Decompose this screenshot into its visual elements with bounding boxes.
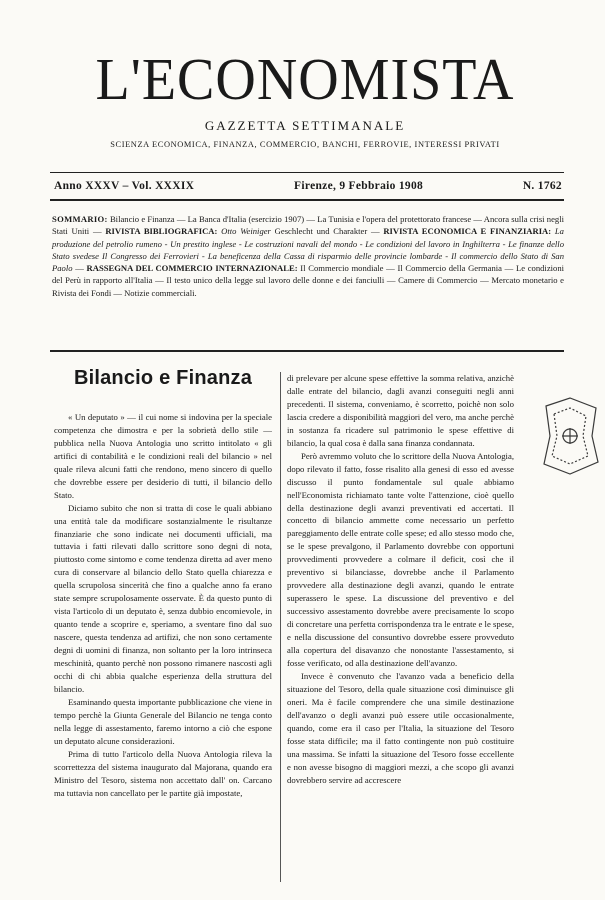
newspaper-subtitle: GAZZETTA SETTIMANALE	[204, 118, 406, 133]
summary-text: La produzione del petrolio rumeno - Un prestito inglese - Le costruzioni navali del mondo - Le condizioni del lavoro in Inghilterra - Le finanze dello Stato svedese Il Congresso dei Ferrovieri - La beneficenza della Cassa di risparmio delle provincie lombarde - Il commercio dello Stato di San Paolo	[52, 226, 564, 274]
library-stamp-icon	[540, 396, 602, 478]
article-paragraph: Esaminando questa importante pubblicazione che viene in tempo perchè la Giunta Generale del Bilancio ne tenga conto nella legge di assestamento, faremo intorno a ciò che espone un deputato alcune considerazioni.	[54, 696, 272, 746]
issue-volume: Anno XXXV – Vol. XXXIX	[54, 180, 195, 192]
divider-rule	[50, 172, 564, 173]
issue-date: Firenze, 9 Febbraio 1908	[294, 180, 424, 192]
issue-number: N. 1762	[522, 180, 562, 192]
issue-line	[54, 180, 562, 192]
article-paragraph: Invece è convenuto che l'avanzo vada a beneficio della situazione del Tesoro, della quale situazione così diminuisce gli oneri. Ma è facile comprendere che una simile destinazione dell'avanzo o degli avanzi può essere utile occasionalmente, quando, come era il caso per l'Italia, la situazione del Tesoro fosse stata difficile; ma il fatto contingente non può costituire una massima. Se infatti la situazione del Tesoro fosse eccellente e non avesse bisogno di maggiori mezzi, a che scopo gli avanzi dovrebbero servire ad accrescere	[287, 670, 514, 785]
summary-section: RASSEGNA DEL COMMERCIO INTERNAZIONALE:	[86, 263, 298, 274]
summary-text: Otto Weiniger	[217, 226, 271, 237]
article-column-left	[54, 367, 272, 800]
summary-section: RIVISTA ECONOMICA E FINANZIARIA:	[383, 226, 552, 237]
summary-section: RIVISTA BIBLIOGRAFICA:	[105, 226, 218, 237]
summary-label: SOMMARIO:	[52, 214, 108, 224]
divider-rule	[50, 199, 564, 201]
newspaper-tagline: SCIENZA ECONOMICA, FINANZA, COMMERCIO, BANCHI, FERROVIE, INTERESSI PRIVATI	[110, 140, 500, 149]
article-paragraph: « Un deputato » — il cui nome si indovina per la speciale competenza che dimostra e per la sobrietà dello stile — pubblica nella Nuova Antologia uno scritto intitolato « gli artifici di contabilità e le condizioni reali del bilancio » nel quale rileva alcuni fatti che rendono, meno sincero di quello che dovrebbe essere per desiderio di tutti, il bilancio dello Stato.	[54, 411, 272, 500]
table-of-contents	[52, 213, 564, 299]
masthead	[50, 47, 560, 149]
summary-text: Bilancio e Finanza — La Banca d'Italia (esercizio 1907) — La Tunisia e l'opera del protettorato francese — Ancora sulla crisi negli Stati Uniti —	[52, 214, 564, 237]
article-title: Bilancio e Finanza	[73, 367, 253, 389]
summary-text: Il Commercio mondiale — Il Commercio della Germania — Le condizioni del Perù in rapporto all'Italia — Il testo unico della legge sul lavoro delle donne e dei fanciulli — Camere di Commercio — Mercato monetario e Rivista dei Fondi — Notizie commerciali.	[52, 263, 565, 298]
article-paragraph: Prima di tutto l'articolo della Nuova Antologia rileva la scorrettezza del sistema inaugurato dal Majorana, quando era Ministro del Tesoro, sistema non accettato dall' on. Carcano ma tuttavia non cancellato per le partite già impostate,	[54, 748, 272, 798]
article-paragraph: di prelevare per alcune spese effettive la somma relativa, anzichè dalle entrate del bilancio, dagli avanzi conseguiti negli anni precedenti. Il sistema, conveniamo, è scorretto, poichè non solo lascia credere a disponibilità maggiori del vero, ma anche perchè in sostanza fa ricadere sul patrimonio le spese effettive di bilancio, la qual cosa è dalla sana finanza condannata.	[287, 373, 514, 448]
article-column-right	[287, 372, 514, 787]
article-paragraph: Diciamo subito che non si tratta di cose le quali abbiano una entità tale da modificare sostanzialmente le risultanze finanziarie che sono indicate nei documenti ufficiali, ma tuttavia i fatti rilevati dallo scrittore sono degni di nota, piuttosto come sintomo e come tendenza diretta ad aver meno cura di conservare al bilancio dello Stato quella chiarezza e quella scrupolosa sincerità che fino a qualche anno fa erano state sempre scrupolosamente osservate. È da questo punto di vista l'articolo di un deputato è, senza dubbio encomievole, in quanto tende a scoprire e, speriamo, a sventare fino dal suo nascere, questa tendenza ad artifizi, che non sono certamente degni di uomini di finanza, non soltanto per la loro intrinseca meschinità, quanto perchè non possono rimanere nascosti agli occhi di chi abbia qualche esperienza della struttura del bilancio.	[54, 502, 272, 694]
newspaper-title: L'ECONOMISTA	[95, 47, 515, 113]
summary-text: —	[72, 263, 87, 274]
divider-rule	[50, 350, 564, 352]
column-divider	[280, 372, 281, 882]
summary-text: Geschlecht und Charakter —	[270, 226, 384, 237]
article-paragraph: Però avremmo voluto che lo scrittore della Nuova Antologia, dopo rilevato il fatto, fosse risalito alla genesi di esso ed avesse discusso il punto fondamentale sul quale abbiamo nell'Economista richiamato tante volte l'attenzione, cioè quello della destinazione degli avanzi preventivati ed accertati. Il concetto di bilancio ammette come necessario un perfetto pareggiamento delle entrate colle spese; ed allo stesso modo che, se le spese prevalgono, il Parlamento dovrebbe con opportuni provvedimenti provvedere a colmare il deficit, così che il preventivo si bilanciasse, dovrebbe anche il Parlamento provvedere alla destinazione degli avanzi, quando le entrate superassero le spese. La discussione del preventivo e del successivo assestamento dovrebbe avere precisamente lo scopo di concretare una perfetta corrispondenza tra le entrate e le spese, e nella discussione del consuntivo dovrebbe essere provveduto alla copertura del disavanzo che nonostante l'assestamento, si fosse verificato, od alla destinazione dell'avanzo.	[287, 450, 514, 668]
